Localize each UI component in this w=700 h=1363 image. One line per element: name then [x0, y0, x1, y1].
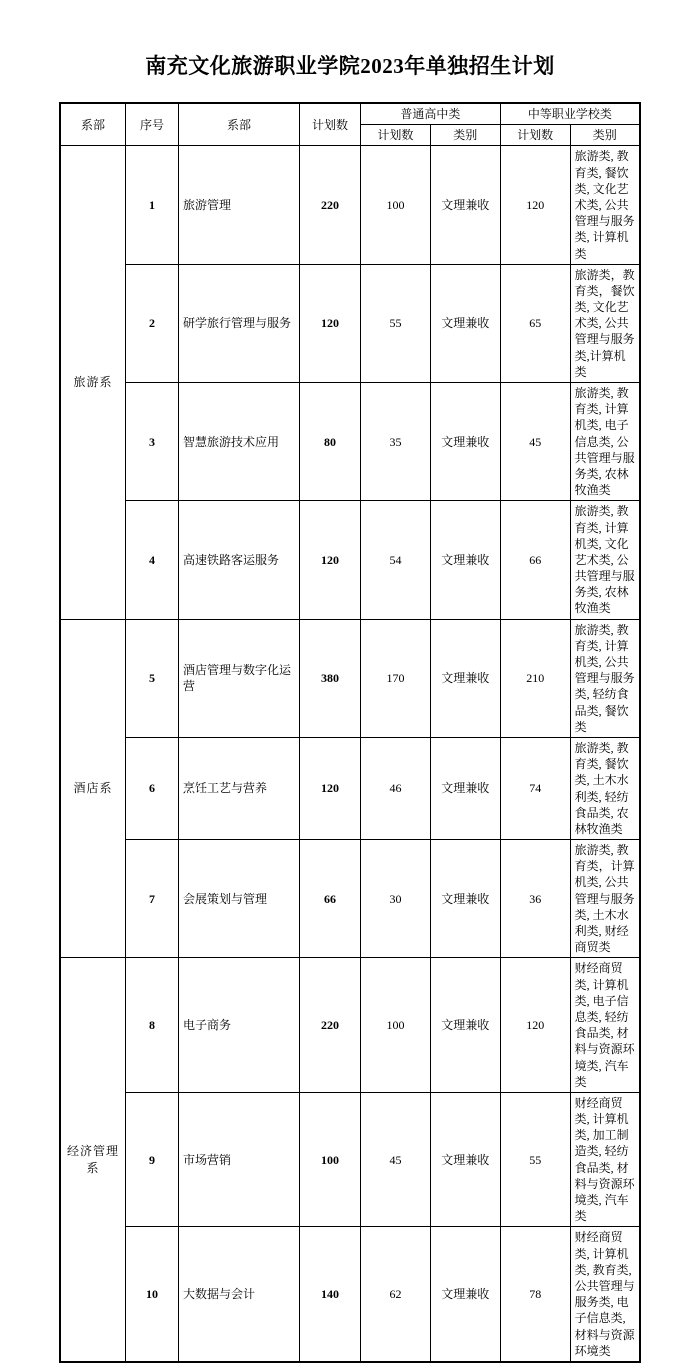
- row-plan-total: 120: [300, 264, 361, 382]
- row-vocational-plan: 74: [500, 737, 570, 839]
- row-vocational-category: 旅游类, 教育类, 计算机类, 电子信息类, 公共管理与服务类, 农林牧渔类: [570, 383, 640, 501]
- row-plan-total: 140: [300, 1227, 361, 1362]
- row-no: 7: [126, 840, 179, 958]
- table-body: [60, 146, 640, 1362]
- header-major: 系部: [179, 103, 300, 146]
- row-major-name: 智慧旅游技术应用: [179, 383, 300, 501]
- row-no: 4: [126, 501, 179, 619]
- row-vocational-category: 旅游类, 教育类, 餐饮类, 文化艺术类, 公共管理与服务类, 计算机类: [570, 146, 640, 264]
- row-vocational-category: 财经商贸类, 计算机类, 加工制造类, 轻纺食品类, 材料与资源环境类, 汽车类: [570, 1092, 640, 1227]
- row-vocational-category: 旅游类, 教育类, 计算机类, 公共管理与服务类, 轻纺食品类, 餐饮类: [570, 619, 640, 737]
- header-general-category: 类别: [430, 125, 500, 146]
- row-vocational-category: 旅游类，教育类，餐饮类, 文化艺术类, 公共管理与服务类,计算机类: [570, 264, 640, 382]
- row-general-plan: 55: [361, 264, 431, 382]
- row-major-name: 会展策划与管理: [179, 840, 300, 958]
- row-general-category: 文理兼收: [430, 264, 500, 382]
- header-group-general: 普通高中类: [361, 103, 501, 125]
- header-general-plan: 计划数: [361, 125, 431, 146]
- row-general-category: 文理兼收: [430, 383, 500, 501]
- row-vocational-plan: 78: [500, 1227, 570, 1362]
- dept-cell: 酒店系: [60, 619, 126, 958]
- row-general-plan: 46: [361, 737, 431, 839]
- row-major-name: 高速铁路客运服务: [179, 501, 300, 619]
- row-plan-total: 220: [300, 146, 361, 264]
- dept-cell: 旅游系: [60, 146, 126, 619]
- row-vocational-category: 财经商贸类, 计算机类, 电子信息类, 轻纺食品类, 材料与资源环境类, 汽车类: [570, 958, 640, 1093]
- page-title: 南充文化旅游职业学院2023年单独招生计划: [145, 54, 555, 78]
- row-general-plan: 54: [361, 501, 431, 619]
- header-vocational-plan: 计划数: [500, 125, 570, 146]
- row-major-name: 电子商务: [179, 958, 300, 1093]
- enrollment-plan-table: [59, 102, 641, 1363]
- table-row: [60, 264, 640, 382]
- header-dept: 系部: [60, 103, 126, 146]
- row-general-category: 文理兼收: [430, 619, 500, 737]
- row-no: 8: [126, 958, 179, 1093]
- row-vocational-plan: 66: [500, 501, 570, 619]
- row-no: 10: [126, 1227, 179, 1362]
- table-header: [60, 103, 640, 146]
- row-no: 6: [126, 737, 179, 839]
- row-no: 9: [126, 1092, 179, 1227]
- table-row: [60, 146, 640, 264]
- row-plan-total: 80: [300, 383, 361, 501]
- row-general-plan: 30: [361, 840, 431, 958]
- row-general-plan: 35: [361, 383, 431, 501]
- row-vocational-category: 旅游类, 教育类, 餐饮类, 土木水利类, 轻纺食品类, 农林牧渔类: [570, 737, 640, 839]
- dept-cell: 经济管理系: [60, 958, 126, 1362]
- row-major-name: 酒店管理与数字化运营: [179, 619, 300, 737]
- header-no: 序号: [126, 103, 179, 146]
- table-row: [60, 1227, 640, 1362]
- table-row: [60, 383, 640, 501]
- row-general-category: 文理兼收: [430, 146, 500, 264]
- row-major-name: 大数据与会计: [179, 1227, 300, 1362]
- row-major-name: 旅游管理: [179, 146, 300, 264]
- header-vocational-category: 类别: [570, 125, 640, 146]
- header-row-1: [60, 103, 640, 125]
- table-row: [60, 840, 640, 958]
- row-vocational-plan: 55: [500, 1092, 570, 1227]
- row-no: 3: [126, 383, 179, 501]
- table-row: [60, 958, 640, 1093]
- table-row: [60, 1092, 640, 1227]
- row-general-category: 文理兼收: [430, 1227, 500, 1362]
- header-plan-total: 计划数: [300, 103, 361, 146]
- row-general-category: 文理兼收: [430, 501, 500, 619]
- row-no: 1: [126, 146, 179, 264]
- row-general-category: 文理兼收: [430, 737, 500, 839]
- row-major-name: 烹饪工艺与营养: [179, 737, 300, 839]
- row-general-plan: 100: [361, 958, 431, 1093]
- row-general-plan: 45: [361, 1092, 431, 1227]
- row-general-plan: 170: [361, 619, 431, 737]
- row-vocational-plan: 120: [500, 146, 570, 264]
- row-vocational-plan: 65: [500, 264, 570, 382]
- row-plan-total: 120: [300, 501, 361, 619]
- row-vocational-category: 旅游类, 教育类, 计算机类, 文化艺术类, 公共管理与服务类, 农林牧渔类: [570, 501, 640, 619]
- row-vocational-plan: 36: [500, 840, 570, 958]
- row-vocational-plan: 45: [500, 383, 570, 501]
- row-vocational-plan: 120: [500, 958, 570, 1093]
- row-major-name: 市场营销: [179, 1092, 300, 1227]
- row-no: 5: [126, 619, 179, 737]
- row-plan-total: 66: [300, 840, 361, 958]
- row-plan-total: 220: [300, 958, 361, 1093]
- row-general-plan: 62: [361, 1227, 431, 1362]
- row-vocational-plan: 210: [500, 619, 570, 737]
- row-major-name: 研学旅行管理与服务: [179, 264, 300, 382]
- document-page: [0, 50, 700, 1358]
- row-no: 2: [126, 264, 179, 382]
- row-general-category: 文理兼收: [430, 958, 500, 1093]
- row-plan-total: 380: [300, 619, 361, 737]
- table-row: [60, 737, 640, 839]
- row-general-plan: 100: [361, 146, 431, 264]
- row-vocational-category: 财经商贸类, 计算机类, 教育类, 公共管理与服务类, 电子信息类, 材料与资源环境类: [570, 1227, 640, 1362]
- row-general-category: 文理兼收: [430, 1092, 500, 1227]
- table-row: [60, 501, 640, 619]
- row-vocational-category: 旅游类, 教育类，计算机类, 公共管理与服务类, 土木水利类, 财经商贸类: [570, 840, 640, 958]
- header-group-vocational: 中等职业学校类: [500, 103, 640, 125]
- row-plan-total: 100: [300, 1092, 361, 1227]
- row-general-category: 文理兼收: [430, 840, 500, 958]
- table-row: [60, 619, 640, 737]
- row-plan-total: 120: [300, 737, 361, 839]
